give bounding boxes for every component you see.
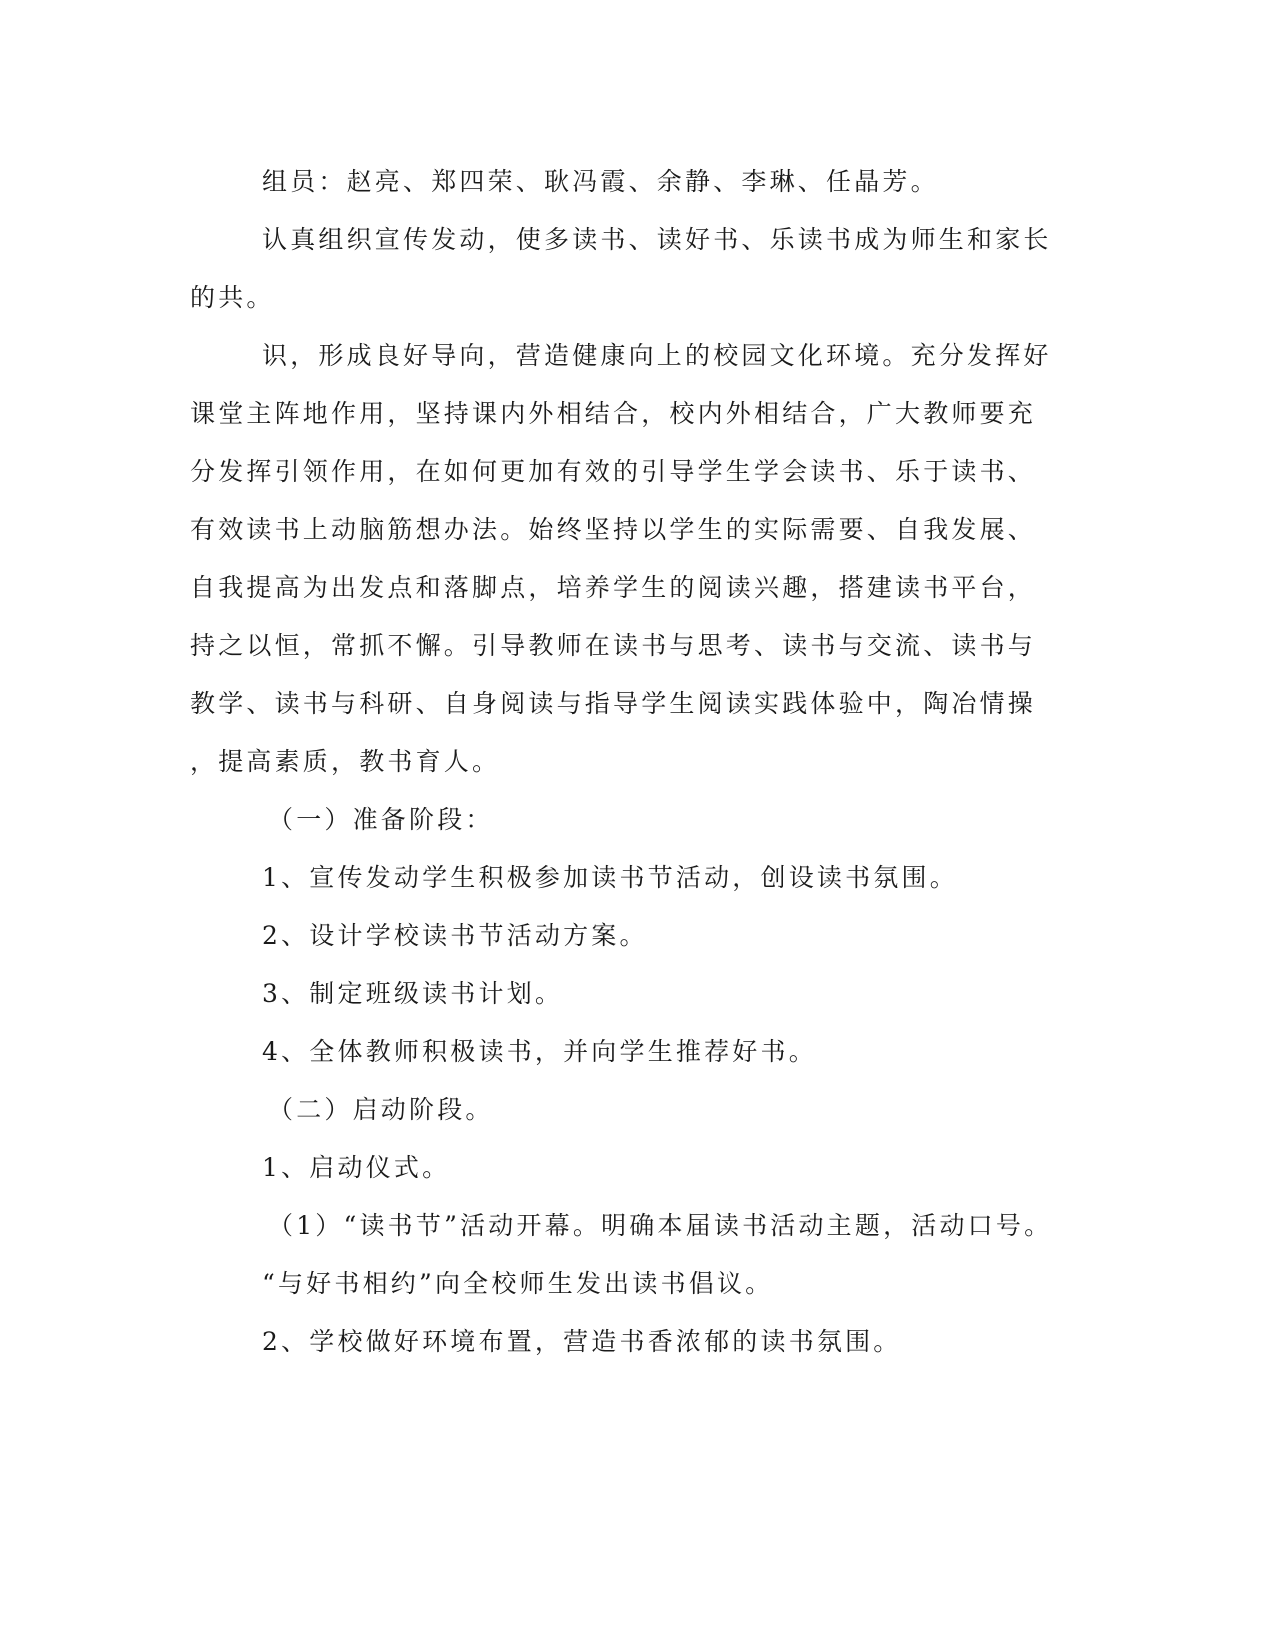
- list-item: 4、全体教师积极读书，并向学生推荐好书。: [262, 1037, 817, 1066]
- paragraph-line: 教学、读书与科研、自身阅读与指导学生阅读实践体验中，陶冶情操: [190, 689, 1037, 718]
- paragraph-line: 课堂主阵地作用，坚持课内外相结合，校内外相结合，广大教师要充: [190, 399, 1037, 428]
- list-item: 1、启动仪式。: [262, 1153, 451, 1182]
- paragraph-line: 持之以恒，常抓不懈。引导教师在读书与思考、读书与交流、读书与: [190, 631, 1037, 660]
- list-item: 3、制定班级读书计划。: [262, 979, 564, 1008]
- paragraph-line: 识，形成良好导向，营造健康向上的校园文化环境。充分发挥好: [262, 341, 1052, 370]
- list-item: 2、设计学校读书节活动方案。: [262, 921, 648, 950]
- sub-list-item: （1）“读书节”活动开幕。明确本届读书活动主题，活动口号。: [268, 1211, 1053, 1240]
- paragraph-line: 的共。: [190, 283, 275, 312]
- list-item: 2、学校做好环境布置，营造书香浓郁的读书氛围。: [262, 1327, 902, 1356]
- members-line: 组员：赵亮、郑四荣、耿冯霞、余静、李琳、任晶芳。: [262, 167, 939, 196]
- section-heading: （二）启动阶段。: [268, 1095, 494, 1124]
- paragraph-line: 分发挥引领作用，在如何更加有效的引导学生学会读书、乐于读书、: [190, 457, 1037, 486]
- paragraph-line: 有效读书上动脑筋想办法。始终坚持以学生的实际需要、自我发展、: [190, 515, 1037, 544]
- paragraph-line: 自我提高为出发点和落脚点，培养学生的阅读兴趣，搭建读书平台，: [190, 573, 1037, 602]
- list-item: 1、宣传发动学生积极参加读书节活动，创设读书氛围。: [262, 863, 958, 892]
- paragraph-line: ，提高素质，教书育人。: [190, 747, 501, 776]
- paragraph-line: 认真组织宣传发动，使多读书、读好书、乐读书成为师生和家长: [262, 225, 1052, 254]
- section-heading: （一）准备阶段：: [268, 805, 494, 834]
- paragraph-line: “与好书相约”向全校师生发出读书倡议。: [262, 1269, 774, 1298]
